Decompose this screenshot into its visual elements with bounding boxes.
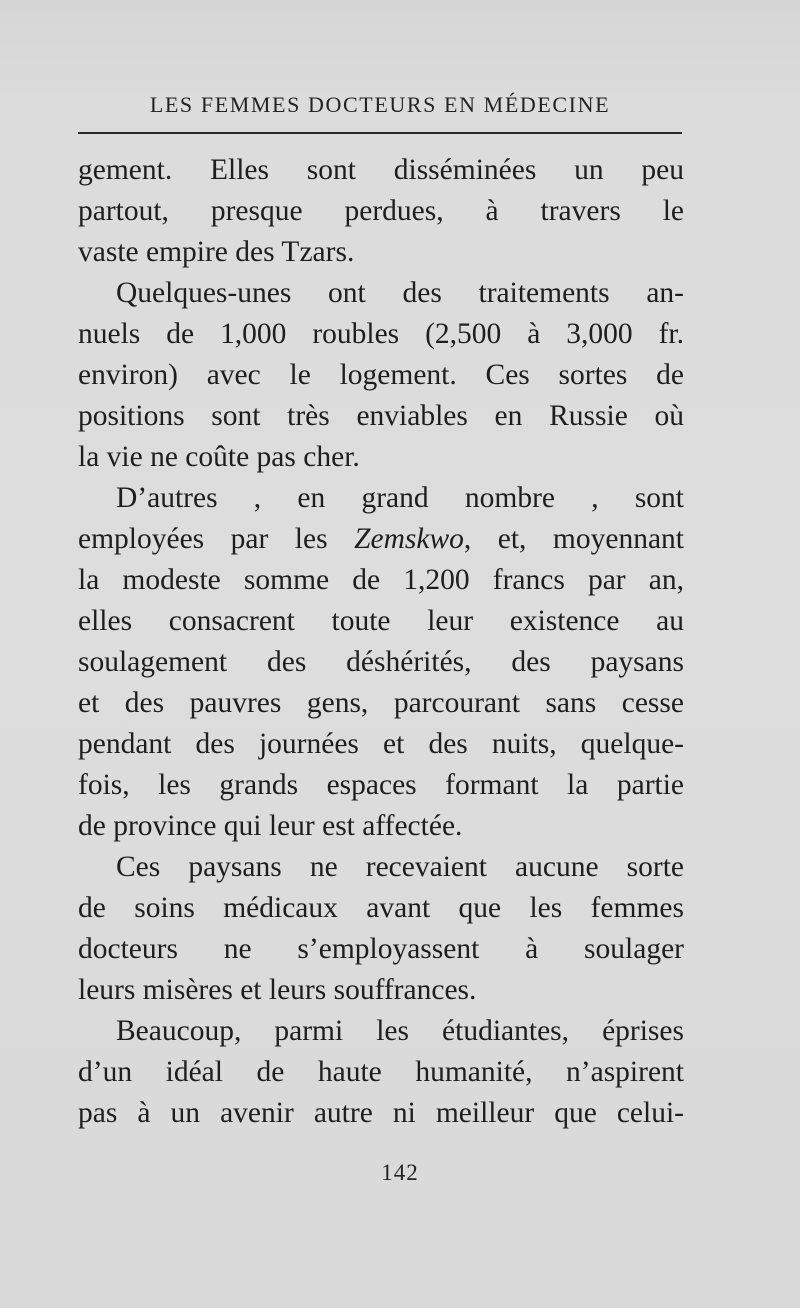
running-head: LES FEMMES DOCTEURS EN MÉDECINE xyxy=(149,92,611,117)
text-line: nuels de 1,000 roubles (2,500 à 3,000 fr. xyxy=(78,318,684,350)
text-line: docteurs ne s’employassent à soulager xyxy=(78,933,684,965)
text-line: pendant des journées et des nuits, quelque- xyxy=(78,728,684,760)
page-number: 142 xyxy=(381,1160,419,1185)
text-line: pas à un avenir autre ni meilleur que celui- xyxy=(78,1097,684,1129)
paragraph-5 xyxy=(78,1011,684,1134)
text-line: environ) avec le logement. Ces sortes de xyxy=(78,359,684,391)
text-line: Ces paysans ne recevaient aucune sorte xyxy=(116,851,684,883)
text-line: vaste empire des Tzars. xyxy=(78,236,355,268)
text-line: leurs misères et leurs souffrances. xyxy=(78,974,477,1006)
text-line: gement. Elles sont disséminées un peu xyxy=(78,154,684,186)
paragraph-3 xyxy=(78,478,684,847)
paragraph-4 xyxy=(78,847,684,1011)
text-line: Quelques-unes ont des traitements an- xyxy=(116,277,684,309)
text-line: la vie ne coûte pas cher. xyxy=(78,441,360,473)
text-line xyxy=(78,519,684,560)
paragraph-1 xyxy=(78,150,684,273)
text-line: soulagement des déshérités, des paysans xyxy=(78,646,684,678)
text-line: positions sont très enviables en Russie où xyxy=(78,400,684,432)
text-line: Beaucoup, parmi les étudiantes, éprises xyxy=(116,1015,684,1047)
text-line: d’un idéal de haute humanité, n’aspirent xyxy=(78,1056,684,1088)
text-line: elles consacrent toute leur existence au xyxy=(78,605,684,637)
paragraph-2 xyxy=(78,273,684,478)
text-line: de province qui leur est affectée. xyxy=(78,810,463,842)
text-line: partout, presque perdues, à travers le xyxy=(78,195,684,227)
text-line: et des pauvres gens, parcourant sans cesse xyxy=(78,687,684,719)
italic-term: Zemskwo xyxy=(354,523,464,555)
header-rule xyxy=(78,132,682,134)
text-run: , et, moyennant xyxy=(463,523,684,555)
text-line: de soins médicaux avant que les femmes xyxy=(78,892,684,924)
text-run: employées par les xyxy=(78,523,355,555)
body-text xyxy=(78,150,684,1134)
text-line: fois, les grands espaces formant la partie xyxy=(78,769,684,801)
text-line: la modeste somme de 1,200 francs par an, xyxy=(78,564,684,596)
text-line: D’autres , en grand nombre , sont xyxy=(116,482,684,514)
